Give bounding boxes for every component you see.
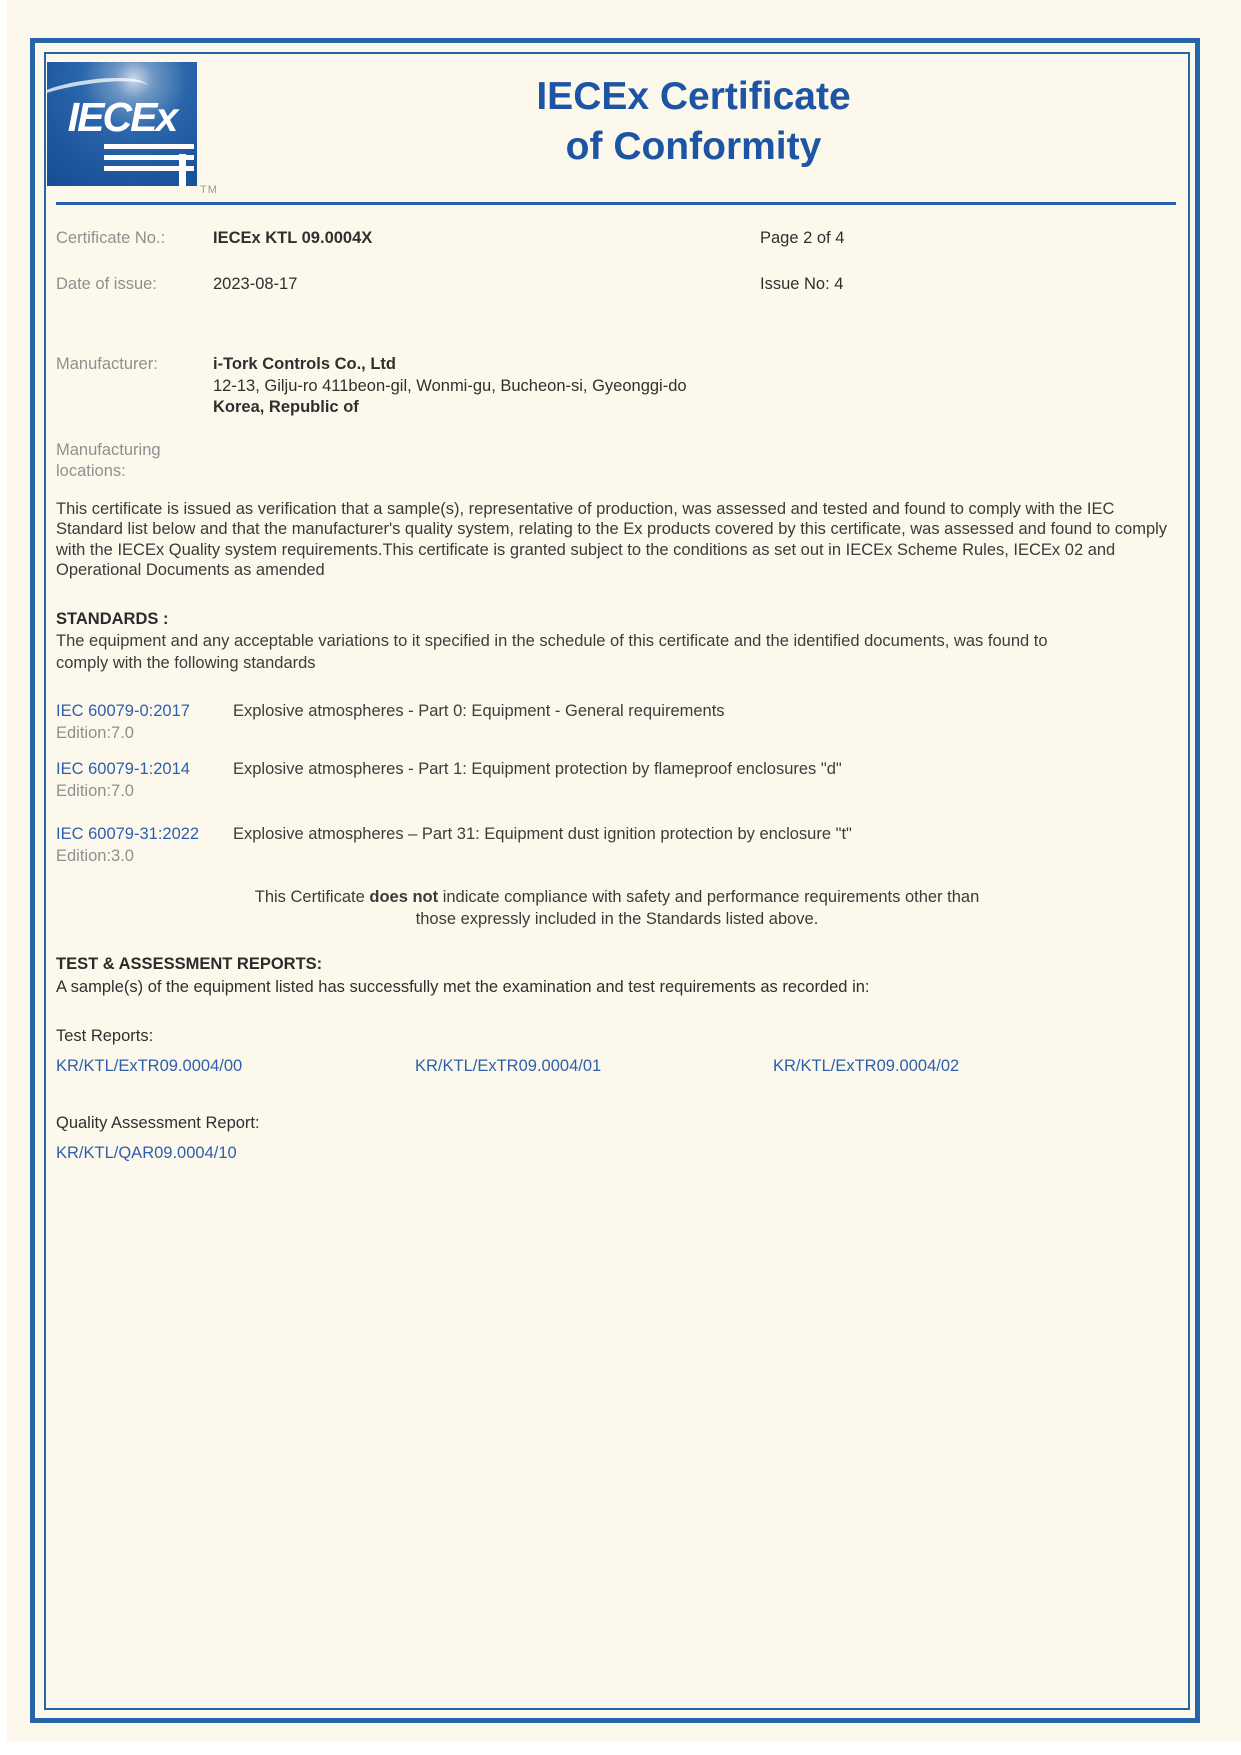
manufacturer-address: 12-13, Gilju-ro 411beon-gil, Wonmi-gu, Bucheon-si, Gyeonggi-do bbox=[213, 376, 687, 395]
standard-edition: Edition:3.0 bbox=[56, 847, 134, 865]
test-reports-heading: TEST & ASSESSMENT REPORTS: bbox=[56, 955, 323, 973]
logo-stripe bbox=[104, 144, 194, 149]
quality-assessment-report-label: Quality Assessment Report: bbox=[56, 1114, 260, 1132]
manufacturing-locations-label: Manufacturing locations: bbox=[56, 441, 161, 480]
standard-description: Explosive atmospheres – Part 31: Equipment dust ignition protection by enclosure "t" bbox=[233, 825, 852, 843]
certificate-no-label: Certificate No.: bbox=[56, 229, 166, 247]
quality-assessment-report-link[interactable]: KR/KTL/QAR09.0004/10 bbox=[56, 1144, 237, 1162]
logo-iecex-text: IECEx bbox=[67, 94, 177, 140]
standard-description: Explosive atmospheres - Part 1: Equipment protection by flameproof enclosures "d" bbox=[233, 760, 842, 778]
standard-code-link[interactable]: IEC 60079-1:2014 bbox=[56, 760, 190, 778]
standard-edition: Edition:7.0 bbox=[56, 782, 134, 800]
manufacturer-name: i-Tork Controls Co., Ltd bbox=[213, 355, 397, 373]
logo-notch-decoration bbox=[179, 154, 186, 186]
issue-no: Issue No: 4 bbox=[760, 275, 844, 293]
standards-heading: STANDARDS : bbox=[56, 610, 169, 628]
certificate-note bbox=[237, 886, 997, 930]
test-reports-intro: A sample(s) of the equipment listed has successfully met the examination and test requirements as recorded in: bbox=[56, 978, 870, 996]
certificate-no-value: IECEx KTL 09.0004X bbox=[213, 229, 373, 247]
standard-code-link[interactable]: IEC 60079-0:2017 bbox=[56, 702, 190, 720]
manufacturer-country: Korea, Republic of bbox=[213, 398, 359, 416]
test-report-link-1[interactable]: KR/KTL/ExTR09.0004/00 bbox=[56, 1057, 243, 1075]
manufacturer-label: Manufacturer: bbox=[56, 355, 158, 373]
test-report-link-3[interactable]: KR/KTL/ExTR09.0004/02 bbox=[773, 1057, 960, 1075]
standard-code-link[interactable]: IEC 60079-31:2022 bbox=[56, 825, 200, 843]
standard-edition: Edition:7.0 bbox=[56, 724, 134, 742]
certificate-title-line2: of Conformity bbox=[565, 125, 822, 168]
standard-description: Explosive atmospheres - Part 0: Equipment - General requirements bbox=[233, 702, 725, 720]
test-reports-label: Test Reports: bbox=[56, 1027, 154, 1045]
page-edge-bottom bbox=[0, 1741, 1241, 1755]
note-text-post: indicate compliance with safety and performance requirements other than those expressly included in the Standards listed above. bbox=[415, 888, 980, 928]
date-of-issue-label: Date of issue: bbox=[56, 275, 157, 293]
certification-statement: This certificate is issued as verification that a sample(s), representative of production, was assessed and tested and found to comply with the IEC Standard list below and that the manufacturer's quality system, relating to the Ex products covered by this certificate, was assessed and found to comply with the IECEx Quality system requirements.This certificate is granted subject to the conditions as set out in IECEx Scheme Rules, IECEx 02 and Operational Documents as amended bbox=[56, 500, 1168, 579]
test-report-link-2[interactable]: KR/KTL/ExTR09.0004/01 bbox=[415, 1057, 602, 1075]
certificate-title-line1: IECEx Certificate bbox=[536, 75, 851, 118]
iecex-logo bbox=[47, 62, 197, 186]
standards-intro: The equipment and any acceptable variations to it specified in the schedule of this certificate and the identified documents, was found to comply with the following standards bbox=[56, 632, 1048, 672]
date-of-issue-value: 2023-08-17 bbox=[213, 275, 298, 293]
note-text-bold: does not bbox=[369, 888, 439, 906]
page-number: Page 2 of 4 bbox=[760, 229, 845, 247]
certificate-title bbox=[197, 72, 1190, 172]
note-text-pre: This Certificate bbox=[254, 888, 370, 906]
logo-trademark-symbol: TM bbox=[200, 184, 218, 196]
manufacturer-block bbox=[213, 354, 933, 419]
header-divider bbox=[56, 202, 1176, 205]
page-edge-left bbox=[0, 0, 7, 1755]
certificate-inner-border bbox=[44, 52, 1190, 1710]
